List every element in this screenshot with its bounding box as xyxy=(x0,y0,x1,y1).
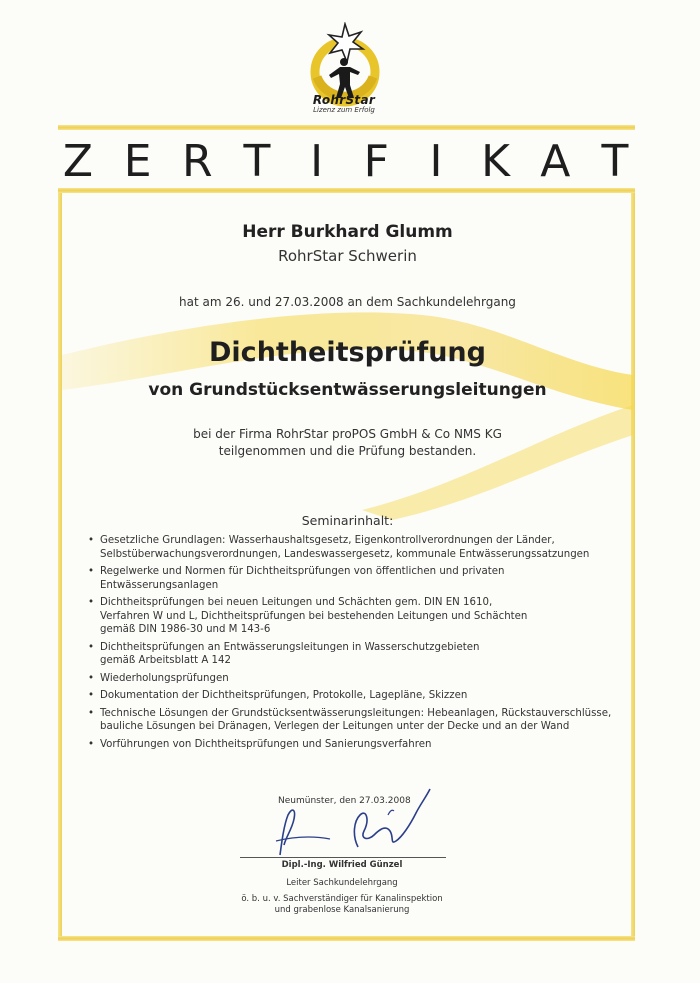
seminar-list xyxy=(88,534,623,755)
result-line: teilgenommen und die Prüfung bestanden. xyxy=(218,444,477,458)
firm-text xyxy=(62,426,633,460)
title-letter: I xyxy=(310,135,324,187)
title-letter: A xyxy=(540,135,571,187)
logo-name: RohrStar xyxy=(312,93,376,107)
course-title: Dichtheitsprüfung xyxy=(209,337,486,368)
list-item: • Gesetzliche Grundlagen: Wasserhaushaltsgesetz, Eigenkontrollverordnungen der Länder, Selbstüberwachungsverordnungen, Landeswassergesetz, kommunale Entwässerungssatzungen xyxy=(88,534,623,561)
logo-slogan: Lizenz zum Erfolg xyxy=(313,106,375,114)
certificate-title xyxy=(58,135,635,187)
signer-name: Dipl.-Ing. Wilfried Günzel xyxy=(281,860,403,870)
course-subtitle: von Grundstücksentwässerungsleitungen xyxy=(148,380,547,400)
recipient-company: RohrStar Schwerin xyxy=(278,247,417,265)
decorative-swoosh xyxy=(62,295,633,525)
list-item: • Technische Lösungen der Grundstücksentwässerungsleitungen: Hebeanlagen, Rückstauverschlüsse, bauliche Lösungen bei Dränagen, Verlegen der Leitungen unter der Decke und an der Wand xyxy=(88,707,623,734)
top-gold-bar xyxy=(58,125,635,130)
title-letter: T xyxy=(243,135,271,187)
recipient-name: Herr Burkhard Glumm xyxy=(242,222,453,242)
signer-credential: ö. b. u. v. Sachverständiger für Kanalinspektion xyxy=(241,894,443,904)
signer-credential-continued: und grabenlose Kanalsanierung xyxy=(274,905,410,915)
title-gold-bar xyxy=(58,188,635,193)
title-letter: Z xyxy=(62,135,94,187)
title-letter: E xyxy=(123,135,152,187)
seminar-heading: Seminarinhalt: xyxy=(301,513,394,528)
title-letter: I xyxy=(429,135,443,187)
list-item: • Wiederholungsprüfungen xyxy=(88,672,623,686)
handwritten-signature xyxy=(240,785,460,860)
list-item: • Dokumentation der Dichtheitsprüfungen, Protokolle, Lagepläne, Skizzen xyxy=(88,689,623,703)
list-item: • Dichtheitsprüfungen bei neuen Leitungen und Schächten gem. DIN EN 1610, Verfahren W und L, Dichtheitsprüfungen bei bestehenden Leitungen und Schächten gemäß DIN 1986-30 und M 143-6 xyxy=(88,596,623,637)
title-letter: T xyxy=(601,135,629,187)
firm-line: bei der Firma RohrStar proPOS GmbH & Co NMS KG xyxy=(193,427,502,441)
intro-text: hat am 26. und 27.03.2008 an dem Sachkundelehrgang xyxy=(179,295,516,309)
title-letter: F xyxy=(363,135,389,187)
list-item: • Regelwerke und Normen für Dichtheitsprüfungen von öffentlichen und privaten Entwässerungsanlagen xyxy=(88,565,623,592)
place-date: Neumünster, den 27.03.2008 xyxy=(278,796,411,806)
signature-line xyxy=(240,857,446,858)
signer-role: Leiter Sachkundelehrgang xyxy=(286,878,398,888)
title-letter: K xyxy=(481,135,511,187)
list-item: • Vorführungen von Dichtheitsprüfungen und Sanierungsverfahren xyxy=(88,738,623,752)
list-item: • Dichtheitsprüfungen an Entwässerungsleitungen in Wasserschutzgebieten gemäß Arbeitsblatt A 142 xyxy=(88,641,623,668)
title-letter: R xyxy=(182,135,213,187)
bottom-gold-bar xyxy=(58,936,635,941)
